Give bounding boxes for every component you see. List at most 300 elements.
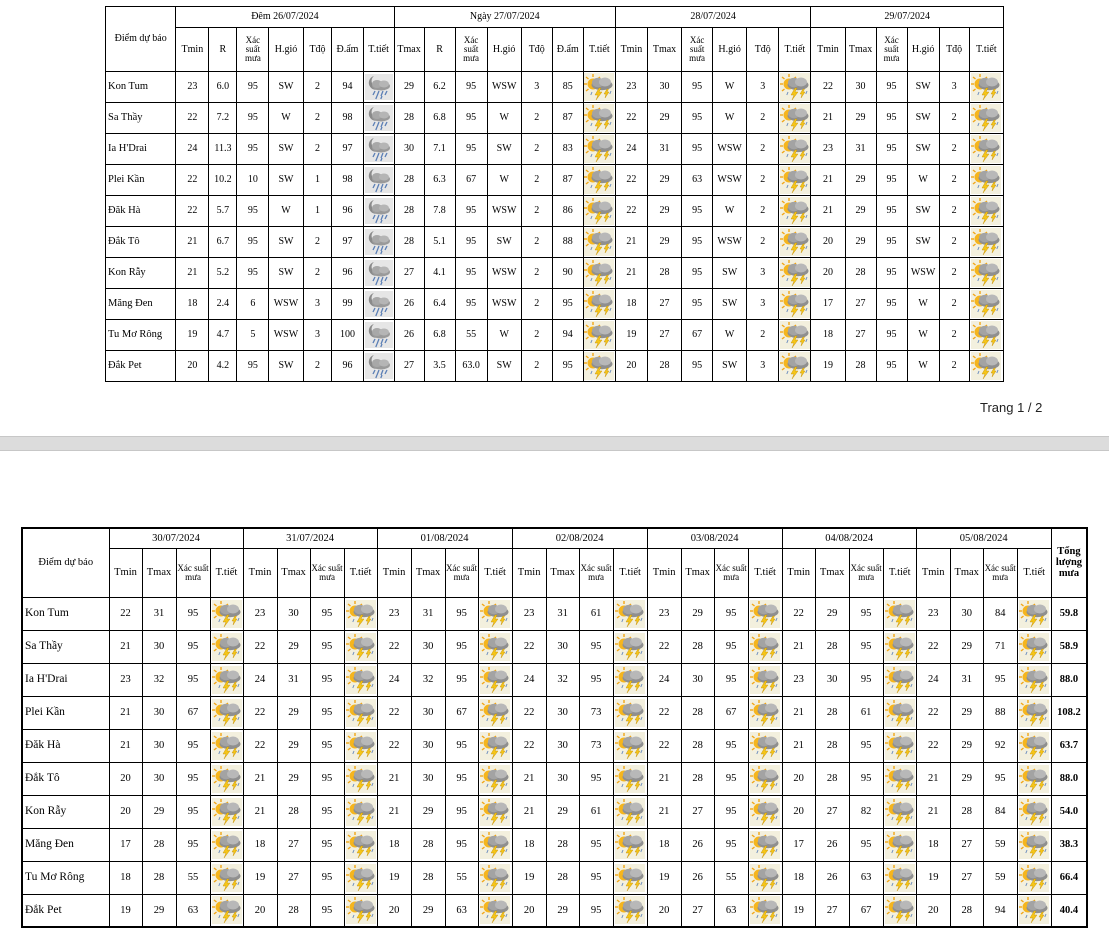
column-header: Xác suất mưa bbox=[682, 28, 713, 72]
sun-cloud-thunder-icon bbox=[212, 666, 242, 694]
table-cell: 63 bbox=[714, 894, 748, 927]
table-cell: 28 bbox=[142, 828, 176, 861]
table-cell: 2 bbox=[303, 134, 332, 165]
table-cell: 5.2 bbox=[209, 258, 237, 289]
table-cell: 3 bbox=[747, 351, 779, 382]
location-column-header: Điểm dự báo bbox=[106, 7, 176, 72]
weather-icon-cell bbox=[883, 663, 916, 696]
sun-cloud-thunder-icon bbox=[480, 798, 510, 826]
page-top-edge bbox=[0, 0, 1109, 2]
table-cell: 95 bbox=[445, 729, 478, 762]
column-header: Tmin bbox=[615, 28, 647, 72]
table-cell: 21 bbox=[647, 762, 681, 795]
weather-icon-cell bbox=[344, 894, 377, 927]
sun-cloud-thunder-icon bbox=[480, 831, 510, 859]
table-cell: 29 bbox=[647, 103, 681, 134]
sun-cloud-thunder-icon bbox=[971, 352, 1001, 380]
table-cell: 95 bbox=[849, 630, 883, 663]
table-cell: 30 bbox=[815, 663, 849, 696]
table-cell: 95 bbox=[682, 72, 713, 103]
column-header: Xác suất mưa bbox=[237, 28, 269, 72]
sun-cloud-thunder-icon bbox=[212, 896, 242, 924]
sun-cloud-thunder-icon bbox=[885, 765, 915, 793]
table-cell: 95 bbox=[445, 828, 478, 861]
weather-icon-cell bbox=[779, 258, 811, 289]
sun-cloud-thunder-icon bbox=[780, 166, 810, 194]
sun-cloud-thunder-icon bbox=[885, 600, 915, 628]
column-header: Tmin bbox=[811, 28, 845, 72]
table-row bbox=[106, 103, 1004, 134]
table-row bbox=[22, 696, 1087, 729]
table-cell: 6.7 bbox=[209, 227, 237, 258]
weather-icon-cell bbox=[613, 894, 647, 927]
sun-cloud-thunder-icon bbox=[212, 600, 242, 628]
table-cell: 95 bbox=[310, 630, 344, 663]
table-cell: 18 bbox=[647, 828, 681, 861]
table-cell: 2 bbox=[303, 72, 332, 103]
sun-cloud-thunder-icon bbox=[780, 135, 810, 163]
table-cell: 92 bbox=[983, 729, 1017, 762]
table-cell: 21 bbox=[811, 103, 845, 134]
sun-cloud-thunder-icon bbox=[346, 864, 376, 892]
table-cell: 29 bbox=[277, 729, 310, 762]
sun-cloud-thunder-icon bbox=[346, 699, 376, 727]
table-cell: 67 bbox=[176, 696, 210, 729]
table-cell: 22 bbox=[243, 729, 277, 762]
weather-icon-cell bbox=[969, 320, 1003, 351]
table-cell: 95 bbox=[876, 134, 907, 165]
sun-cloud-thunder-icon bbox=[750, 699, 780, 727]
location-name: Đắk Pet bbox=[106, 351, 176, 382]
table-cell: W bbox=[907, 289, 939, 320]
table-cell: 19 bbox=[916, 861, 950, 894]
table-cell: 23 bbox=[782, 663, 815, 696]
table-cell: WSW bbox=[487, 258, 521, 289]
table-cell: 6 bbox=[237, 289, 269, 320]
table-row bbox=[22, 597, 1087, 630]
weather-icon-cell bbox=[363, 134, 394, 165]
table-cell: 27 bbox=[845, 289, 876, 320]
table-cell: 2.4 bbox=[209, 289, 237, 320]
table-cell: 27 bbox=[394, 258, 424, 289]
table-cell: 27 bbox=[950, 861, 983, 894]
table-cell: 95 bbox=[876, 227, 907, 258]
weather-icon-cell bbox=[613, 696, 647, 729]
period-header: 02/08/2024 bbox=[512, 528, 647, 548]
period-header: 04/08/2024 bbox=[782, 528, 916, 548]
table-cell: 29 bbox=[950, 630, 983, 663]
table-cell: 30 bbox=[546, 729, 579, 762]
table-cell: 95 bbox=[579, 663, 613, 696]
weather-icon-cell bbox=[210, 894, 243, 927]
table-cell: 24 bbox=[615, 134, 647, 165]
table-cell: 95 bbox=[310, 696, 344, 729]
table-cell: 29 bbox=[845, 196, 876, 227]
table-cell: 22 bbox=[176, 103, 209, 134]
column-header: Tmax bbox=[277, 548, 310, 597]
table-cell: 6.3 bbox=[424, 165, 455, 196]
sun-cloud-thunder-icon bbox=[780, 73, 810, 101]
table-cell: 100 bbox=[332, 320, 363, 351]
table-cell: 22 bbox=[916, 729, 950, 762]
table-cell: 26 bbox=[681, 861, 714, 894]
table-cell: 2 bbox=[303, 351, 332, 382]
table-row bbox=[22, 762, 1087, 795]
weather-icon-cell bbox=[210, 795, 243, 828]
sun-cloud-thunder-icon bbox=[212, 831, 242, 859]
location-name: Kon Tum bbox=[106, 72, 176, 103]
weather-icon-cell bbox=[969, 165, 1003, 196]
table-cell: 30 bbox=[142, 630, 176, 663]
table-cell: 55 bbox=[176, 861, 210, 894]
sun-cloud-thunder-icon bbox=[1019, 666, 1049, 694]
forecast-table-page-1 bbox=[105, 6, 1004, 382]
weather-icon-cell bbox=[210, 828, 243, 861]
sun-cloud-thunder-icon bbox=[780, 259, 810, 287]
column-header: Đ.ẩm bbox=[552, 28, 583, 72]
table-cell: 95 bbox=[237, 196, 269, 227]
table-cell: 24 bbox=[916, 663, 950, 696]
sun-cloud-thunder-icon bbox=[885, 798, 915, 826]
location-name: Đăk Hà bbox=[22, 729, 109, 762]
weather-icon-cell bbox=[883, 597, 916, 630]
weather-icon-cell bbox=[883, 828, 916, 861]
table-cell: 29 bbox=[647, 227, 681, 258]
table-cell: 55 bbox=[445, 861, 478, 894]
table-cell: 29 bbox=[950, 696, 983, 729]
table-cell: 67 bbox=[849, 894, 883, 927]
table-cell: SW bbox=[907, 196, 939, 227]
table-cell: 5.7 bbox=[209, 196, 237, 227]
table-cell: 22 bbox=[647, 696, 681, 729]
table-cell: 61 bbox=[579, 795, 613, 828]
table-cell: 28 bbox=[647, 258, 681, 289]
table-cell: 95 bbox=[849, 597, 883, 630]
weather-icon-cell bbox=[779, 351, 811, 382]
weather-icon-cell bbox=[1017, 597, 1051, 630]
night-rain-icon bbox=[365, 260, 393, 286]
table-cell: 28 bbox=[950, 795, 983, 828]
sun-cloud-thunder-icon bbox=[212, 633, 242, 661]
table-cell: 29 bbox=[277, 696, 310, 729]
total-rainfall-cell: 88.0 bbox=[1051, 762, 1087, 795]
weather-icon-cell bbox=[883, 729, 916, 762]
table-cell: 22 bbox=[615, 165, 647, 196]
weather-icon-cell bbox=[210, 861, 243, 894]
table-cell: 20 bbox=[377, 894, 411, 927]
table-cell: WSW bbox=[713, 134, 747, 165]
weather-icon-cell bbox=[478, 795, 512, 828]
weather-icon-cell bbox=[779, 196, 811, 227]
table-cell: 17 bbox=[811, 289, 845, 320]
table-cell: 6.0 bbox=[209, 72, 237, 103]
table-cell: 20 bbox=[811, 227, 845, 258]
column-header: Tmin bbox=[512, 548, 546, 597]
location-name: Đăk Hà bbox=[106, 196, 176, 227]
table-cell: 95 bbox=[714, 762, 748, 795]
location-name: Plei Kần bbox=[106, 165, 176, 196]
table-cell: 19 bbox=[782, 894, 815, 927]
period-header: 05/08/2024 bbox=[916, 528, 1051, 548]
table-cell: 2 bbox=[747, 227, 779, 258]
table-cell: 98 bbox=[332, 165, 363, 196]
sun-cloud-thunder-icon bbox=[584, 228, 614, 256]
weather-icon-cell bbox=[583, 289, 615, 320]
table-cell: 30 bbox=[411, 762, 445, 795]
weather-icon-cell bbox=[210, 696, 243, 729]
sun-cloud-thunder-icon bbox=[615, 864, 645, 892]
location-name: Ia H'Drai bbox=[22, 663, 109, 696]
sun-cloud-thunder-icon bbox=[480, 666, 510, 694]
sun-cloud-thunder-icon bbox=[346, 600, 376, 628]
table-cell: 32 bbox=[546, 663, 579, 696]
weather-icon-cell bbox=[748, 696, 782, 729]
table-cell: 22 bbox=[647, 630, 681, 663]
table-cell: 21 bbox=[176, 258, 209, 289]
column-header: Xác suất mưa bbox=[876, 28, 907, 72]
sun-cloud-thunder-icon bbox=[971, 73, 1001, 101]
total-rainfall-cell: 108.2 bbox=[1051, 696, 1087, 729]
table-cell: SW bbox=[487, 227, 521, 258]
table-cell: 21 bbox=[615, 227, 647, 258]
sun-cloud-thunder-icon bbox=[584, 197, 614, 225]
table-cell: 28 bbox=[950, 894, 983, 927]
table-cell: 27 bbox=[394, 351, 424, 382]
sun-cloud-thunder-icon bbox=[780, 290, 810, 318]
weather-icon-cell bbox=[883, 795, 916, 828]
weather-icon-cell bbox=[583, 351, 615, 382]
weather-icon-cell bbox=[478, 729, 512, 762]
table-cell: 18 bbox=[615, 289, 647, 320]
table-row bbox=[106, 134, 1004, 165]
table-cell: 95 bbox=[455, 227, 487, 258]
table-cell: 95 bbox=[176, 828, 210, 861]
table-cell: 95 bbox=[849, 762, 883, 795]
table-cell: 2 bbox=[939, 227, 969, 258]
table-cell: 88 bbox=[983, 696, 1017, 729]
weather-icon-cell bbox=[583, 103, 615, 134]
table-cell: 94 bbox=[983, 894, 1017, 927]
table-cell: 20 bbox=[176, 351, 209, 382]
table-cell: 87 bbox=[552, 103, 583, 134]
sun-cloud-thunder-icon bbox=[1019, 864, 1049, 892]
table-cell: SW bbox=[713, 351, 747, 382]
table-cell: 21 bbox=[512, 795, 546, 828]
table-cell: 23 bbox=[811, 134, 845, 165]
column-header: Tmin bbox=[176, 28, 209, 72]
table-cell: 95 bbox=[455, 258, 487, 289]
table-cell: 88 bbox=[552, 227, 583, 258]
column-header: Tmax bbox=[411, 548, 445, 597]
table-cell: 95 bbox=[714, 630, 748, 663]
column-header: T.tiết bbox=[1017, 548, 1051, 597]
sun-cloud-thunder-icon bbox=[971, 321, 1001, 349]
table-cell: 23 bbox=[615, 72, 647, 103]
weather-icon-cell bbox=[583, 165, 615, 196]
table-cell: 22 bbox=[647, 729, 681, 762]
column-header: Tđộ bbox=[521, 28, 552, 72]
table-cell: 20 bbox=[109, 762, 142, 795]
table-cell: 7.2 bbox=[209, 103, 237, 134]
table-cell: 95 bbox=[310, 828, 344, 861]
table-cell: 24 bbox=[647, 663, 681, 696]
sun-cloud-thunder-icon bbox=[1019, 600, 1049, 628]
table-cell: 95 bbox=[983, 762, 1017, 795]
table-cell: 6.8 bbox=[424, 320, 455, 351]
weather-icon-cell bbox=[613, 729, 647, 762]
column-header: Tmax bbox=[681, 548, 714, 597]
location-name: Đắk Tô bbox=[22, 762, 109, 795]
table-cell: 3 bbox=[521, 72, 552, 103]
weather-icon-cell bbox=[363, 289, 394, 320]
table-cell: 3 bbox=[939, 72, 969, 103]
column-header: Xác suất mưa bbox=[455, 28, 487, 72]
table-cell: 30 bbox=[277, 597, 310, 630]
table-cell: 28 bbox=[845, 351, 876, 382]
column-header: Tmax bbox=[647, 28, 681, 72]
weather-icon-cell bbox=[478, 696, 512, 729]
table-cell: 22 bbox=[243, 630, 277, 663]
table-cell: 95 bbox=[237, 351, 269, 382]
sun-cloud-thunder-icon bbox=[584, 321, 614, 349]
table-cell: 95 bbox=[176, 729, 210, 762]
table-cell: 21 bbox=[377, 762, 411, 795]
table-cell: W bbox=[487, 320, 521, 351]
table-cell: 95 bbox=[445, 795, 478, 828]
table-cell: 95 bbox=[310, 597, 344, 630]
table-cell: 30 bbox=[950, 597, 983, 630]
table-cell: W bbox=[713, 103, 747, 134]
table-cell: 29 bbox=[277, 762, 310, 795]
table-cell: 2 bbox=[521, 165, 552, 196]
weather-icon-cell bbox=[478, 828, 512, 861]
table-cell: 96 bbox=[332, 351, 363, 382]
table-row bbox=[106, 320, 1004, 351]
table-cell: 2 bbox=[521, 258, 552, 289]
sun-cloud-thunder-icon bbox=[346, 798, 376, 826]
table-cell: 30 bbox=[142, 729, 176, 762]
table-cell: 31 bbox=[411, 597, 445, 630]
table-cell: 31 bbox=[277, 663, 310, 696]
table-cell: 28 bbox=[546, 861, 579, 894]
sun-cloud-thunder-icon bbox=[480, 896, 510, 924]
table-cell: 95 bbox=[682, 289, 713, 320]
weather-icon-cell bbox=[344, 762, 377, 795]
sun-cloud-thunder-icon bbox=[615, 831, 645, 859]
table-cell: 21 bbox=[811, 196, 845, 227]
table-cell: 18 bbox=[811, 320, 845, 351]
column-header: Đ.ẩm bbox=[332, 28, 363, 72]
table-cell: 17 bbox=[782, 828, 815, 861]
sun-cloud-thunder-icon bbox=[615, 666, 645, 694]
table-cell: SW bbox=[907, 134, 939, 165]
weather-icon-cell bbox=[748, 795, 782, 828]
table-cell: 20 bbox=[782, 795, 815, 828]
table-cell: 28 bbox=[815, 630, 849, 663]
table-cell: 2 bbox=[303, 227, 332, 258]
location-name: Plei Kần bbox=[22, 696, 109, 729]
table-row bbox=[106, 258, 1004, 289]
weather-icon-cell bbox=[344, 861, 377, 894]
table-cell: 2 bbox=[521, 289, 552, 320]
sun-cloud-thunder-icon bbox=[971, 197, 1001, 225]
table-cell: WSW bbox=[269, 289, 303, 320]
table-cell: 30 bbox=[681, 663, 714, 696]
sun-cloud-thunder-icon bbox=[780, 104, 810, 132]
sun-cloud-thunder-icon bbox=[885, 666, 915, 694]
sun-cloud-thunder-icon bbox=[971, 290, 1001, 318]
table-cell: 29 bbox=[647, 165, 681, 196]
night-rain-icon bbox=[365, 322, 393, 348]
table-cell: 21 bbox=[176, 227, 209, 258]
table-cell: 28 bbox=[394, 103, 424, 134]
weather-icon-cell bbox=[344, 663, 377, 696]
table-cell: 30 bbox=[411, 696, 445, 729]
table-cell: 21 bbox=[647, 795, 681, 828]
table-cell: WSW bbox=[713, 165, 747, 196]
table-cell: 4.7 bbox=[209, 320, 237, 351]
column-header: H.gió bbox=[907, 28, 939, 72]
table-cell: 30 bbox=[394, 134, 424, 165]
table-cell: W bbox=[907, 351, 939, 382]
table-cell: SW bbox=[487, 351, 521, 382]
table-cell: 3.5 bbox=[424, 351, 455, 382]
column-header: Xác suất mưa bbox=[714, 548, 748, 597]
table-cell: 63 bbox=[682, 165, 713, 196]
sun-cloud-thunder-icon bbox=[750, 666, 780, 694]
weather-icon-cell bbox=[779, 320, 811, 351]
table-cell: 19 bbox=[647, 861, 681, 894]
weather-icon-cell bbox=[1017, 861, 1051, 894]
table-cell: 19 bbox=[615, 320, 647, 351]
table-cell: SW bbox=[907, 72, 939, 103]
weather-icon-cell bbox=[883, 630, 916, 663]
table-cell: 2 bbox=[939, 165, 969, 196]
table-cell: 6.2 bbox=[424, 72, 455, 103]
column-header: Xác suất mưa bbox=[310, 548, 344, 597]
weather-icon-cell bbox=[969, 196, 1003, 227]
table-cell: 95 bbox=[310, 861, 344, 894]
table-cell: 10 bbox=[237, 165, 269, 196]
location-name: Kon Tum bbox=[22, 597, 109, 630]
table-cell: 29 bbox=[411, 894, 445, 927]
sun-cloud-thunder-icon bbox=[615, 732, 645, 760]
table-cell: 95 bbox=[237, 72, 269, 103]
table-cell: 95 bbox=[579, 861, 613, 894]
table-cell: 26 bbox=[394, 320, 424, 351]
period-header: 30/07/2024 bbox=[109, 528, 243, 548]
sun-cloud-thunder-icon bbox=[615, 633, 645, 661]
column-header: Tmin bbox=[647, 548, 681, 597]
sun-cloud-thunder-icon bbox=[885, 864, 915, 892]
total-rainfall-cell: 38.3 bbox=[1051, 828, 1087, 861]
table-cell: 23 bbox=[512, 597, 546, 630]
table-cell: 95 bbox=[876, 258, 907, 289]
table-row bbox=[106, 289, 1004, 320]
table-cell: 20 bbox=[243, 894, 277, 927]
table-row bbox=[22, 894, 1087, 927]
table-cell: 27 bbox=[647, 320, 681, 351]
weather-icon-cell bbox=[779, 227, 811, 258]
weather-icon-cell bbox=[363, 258, 394, 289]
table-cell: 30 bbox=[411, 729, 445, 762]
table-cell: 63 bbox=[176, 894, 210, 927]
weather-icon-cell bbox=[613, 762, 647, 795]
sun-cloud-thunder-icon bbox=[1019, 831, 1049, 859]
sun-cloud-thunder-icon bbox=[885, 831, 915, 859]
table-cell: W bbox=[487, 103, 521, 134]
weather-icon-cell bbox=[613, 861, 647, 894]
